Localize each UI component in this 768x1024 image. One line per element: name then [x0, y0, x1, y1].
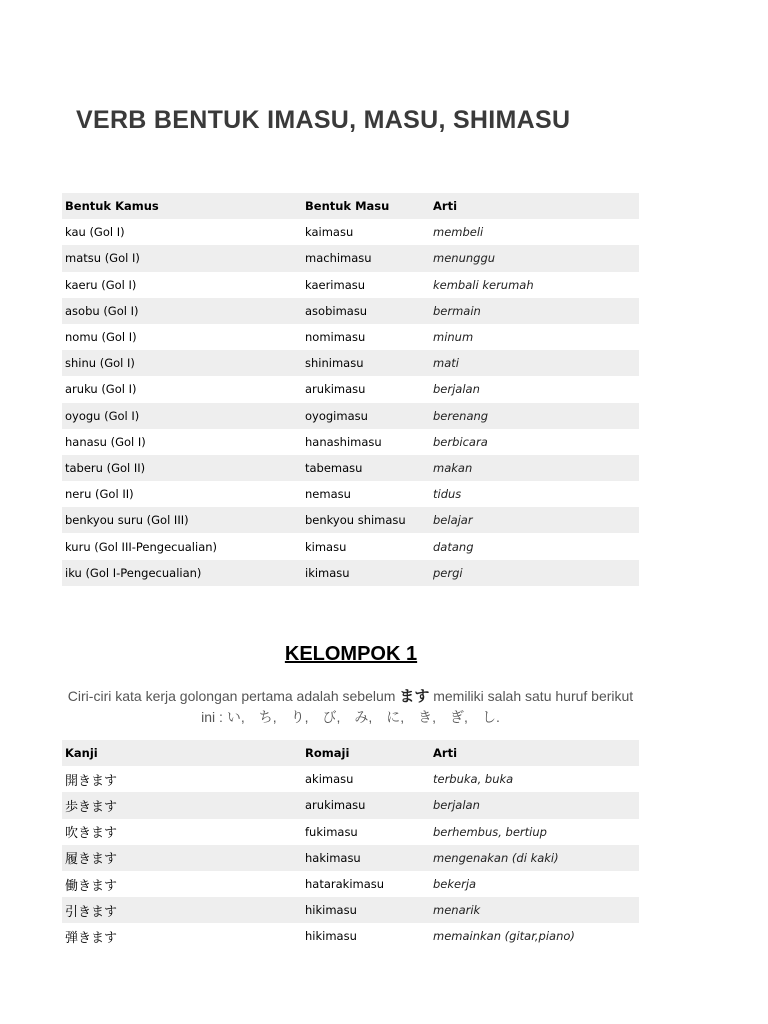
section-description-before: Ciri-ciri kata kerja golongan pertama adalah sebelum [67, 688, 400, 704]
table-cell: berjalan [430, 792, 639, 818]
table-row [62, 324, 639, 350]
column-header: Arti [430, 740, 639, 766]
table-cell: 働きます [62, 871, 302, 897]
table-cell: berbicara [430, 429, 639, 455]
table-row [62, 897, 639, 923]
table-cell: kuru (Gol III-Pengecualian) [62, 533, 302, 559]
table-cell: hanashimasu [302, 429, 430, 455]
table-row [62, 923, 639, 949]
table-cell: pergi [430, 560, 639, 586]
table-cell: kembali kerumah [430, 272, 639, 298]
table-cell: aruku (Gol I) [62, 376, 302, 402]
table-cell: nomu (Gol I) [62, 324, 302, 350]
verb-table [62, 193, 639, 586]
table-cell: matsu (Gol I) [62, 245, 302, 271]
table-cell: hanasu (Gol I) [62, 429, 302, 455]
table-cell: kaerimasu [302, 272, 430, 298]
table-cell: tidus [430, 481, 639, 507]
section-heading: KELOMPOK 1 [284, 643, 418, 665]
table-row [62, 403, 639, 429]
table-cell: taberu (Gol II) [62, 455, 302, 481]
page-title: VERB BENTUK IMASU, MASU, SHIMASU [76, 106, 571, 134]
table-row [62, 455, 639, 481]
section-description-after: memiliki salah satu huruf berikut ini : い, ち, り, び, み, に, き, ぎ, し. [201, 688, 634, 725]
table-cell: nemasu [302, 481, 430, 507]
table-cell: kaeru (Gol I) [62, 272, 302, 298]
table-cell: akimasu [302, 766, 430, 792]
table-cell: 履きます [62, 845, 302, 871]
table-row [62, 871, 639, 897]
table-cell: belajar [430, 507, 639, 533]
table-cell: bermain [430, 298, 639, 324]
table-cell: arukimasu [302, 376, 430, 402]
column-header: Bentuk Kamus [62, 193, 302, 219]
table-cell: machimasu [302, 245, 430, 271]
table-cell: berhembus, bertiup [430, 819, 639, 845]
table-row [62, 429, 639, 455]
column-header: Arti [430, 193, 639, 219]
table-cell: makan [430, 455, 639, 481]
table-cell: hakimasu [302, 845, 430, 871]
table-header-row [62, 193, 639, 219]
table-cell: kau (Gol I) [62, 219, 302, 245]
table-cell: hikimasu [302, 897, 430, 923]
table-cell: hatarakimasu [302, 871, 430, 897]
table-row [62, 560, 639, 586]
table-cell: asobu (Gol I) [62, 298, 302, 324]
kanji-table [62, 740, 639, 950]
table-cell: datang [430, 533, 639, 559]
table-cell: arukimasu [302, 792, 430, 818]
table-cell: kaimasu [302, 219, 430, 245]
table-cell: 歩きます [62, 792, 302, 818]
table-cell: hikimasu [302, 923, 430, 949]
table-cell: shinimasu [302, 350, 430, 376]
section-description [62, 686, 639, 728]
table-cell: iku (Gol I-Pengecualian) [62, 560, 302, 586]
table-row [62, 533, 639, 559]
table-row [62, 376, 639, 402]
table-cell: ikimasu [302, 560, 430, 586]
column-header: Kanji [62, 740, 302, 766]
table-cell: menunggu [430, 245, 639, 271]
table-cell: berjalan [430, 376, 639, 402]
table-cell: 開きます [62, 766, 302, 792]
table-row [62, 792, 639, 818]
table-row [62, 298, 639, 324]
table-cell: 弾きます [62, 923, 302, 949]
table-cell: kimasu [302, 533, 430, 559]
table-row [62, 219, 639, 245]
table-cell: mati [430, 350, 639, 376]
masu-text: ます [399, 688, 430, 705]
table-header-row [62, 740, 639, 766]
table-cell: benkyou suru (Gol III) [62, 507, 302, 533]
table-cell: shinu (Gol I) [62, 350, 302, 376]
table-cell: tabemasu [302, 455, 430, 481]
table-row [62, 350, 639, 376]
table-cell: bekerja [430, 871, 639, 897]
column-header: Bentuk Masu [302, 193, 430, 219]
table-cell: 吹きます [62, 819, 302, 845]
table-row [62, 507, 639, 533]
table-cell: menarik [430, 897, 639, 923]
table-cell: nomimasu [302, 324, 430, 350]
table-cell: neru (Gol II) [62, 481, 302, 507]
table-row [62, 766, 639, 792]
table-cell: minum [430, 324, 639, 350]
table-cell: memainkan (gitar,piano) [430, 923, 639, 949]
table-cell: mengenakan (di kaki) [430, 845, 639, 871]
table-cell: terbuka, buka [430, 766, 639, 792]
table-cell: oyogimasu [302, 403, 430, 429]
table-cell: berenang [430, 403, 639, 429]
table-row [62, 272, 639, 298]
table-cell: oyogu (Gol I) [62, 403, 302, 429]
table-row [62, 245, 639, 271]
column-header: Romaji [302, 740, 430, 766]
table-row [62, 845, 639, 871]
table-cell: asobimasu [302, 298, 430, 324]
table-row [62, 481, 639, 507]
table-row [62, 819, 639, 845]
table-cell: membeli [430, 219, 639, 245]
table-cell: fukimasu [302, 819, 430, 845]
table-cell: benkyou shimasu [302, 507, 430, 533]
table-cell: 引きます [62, 897, 302, 923]
